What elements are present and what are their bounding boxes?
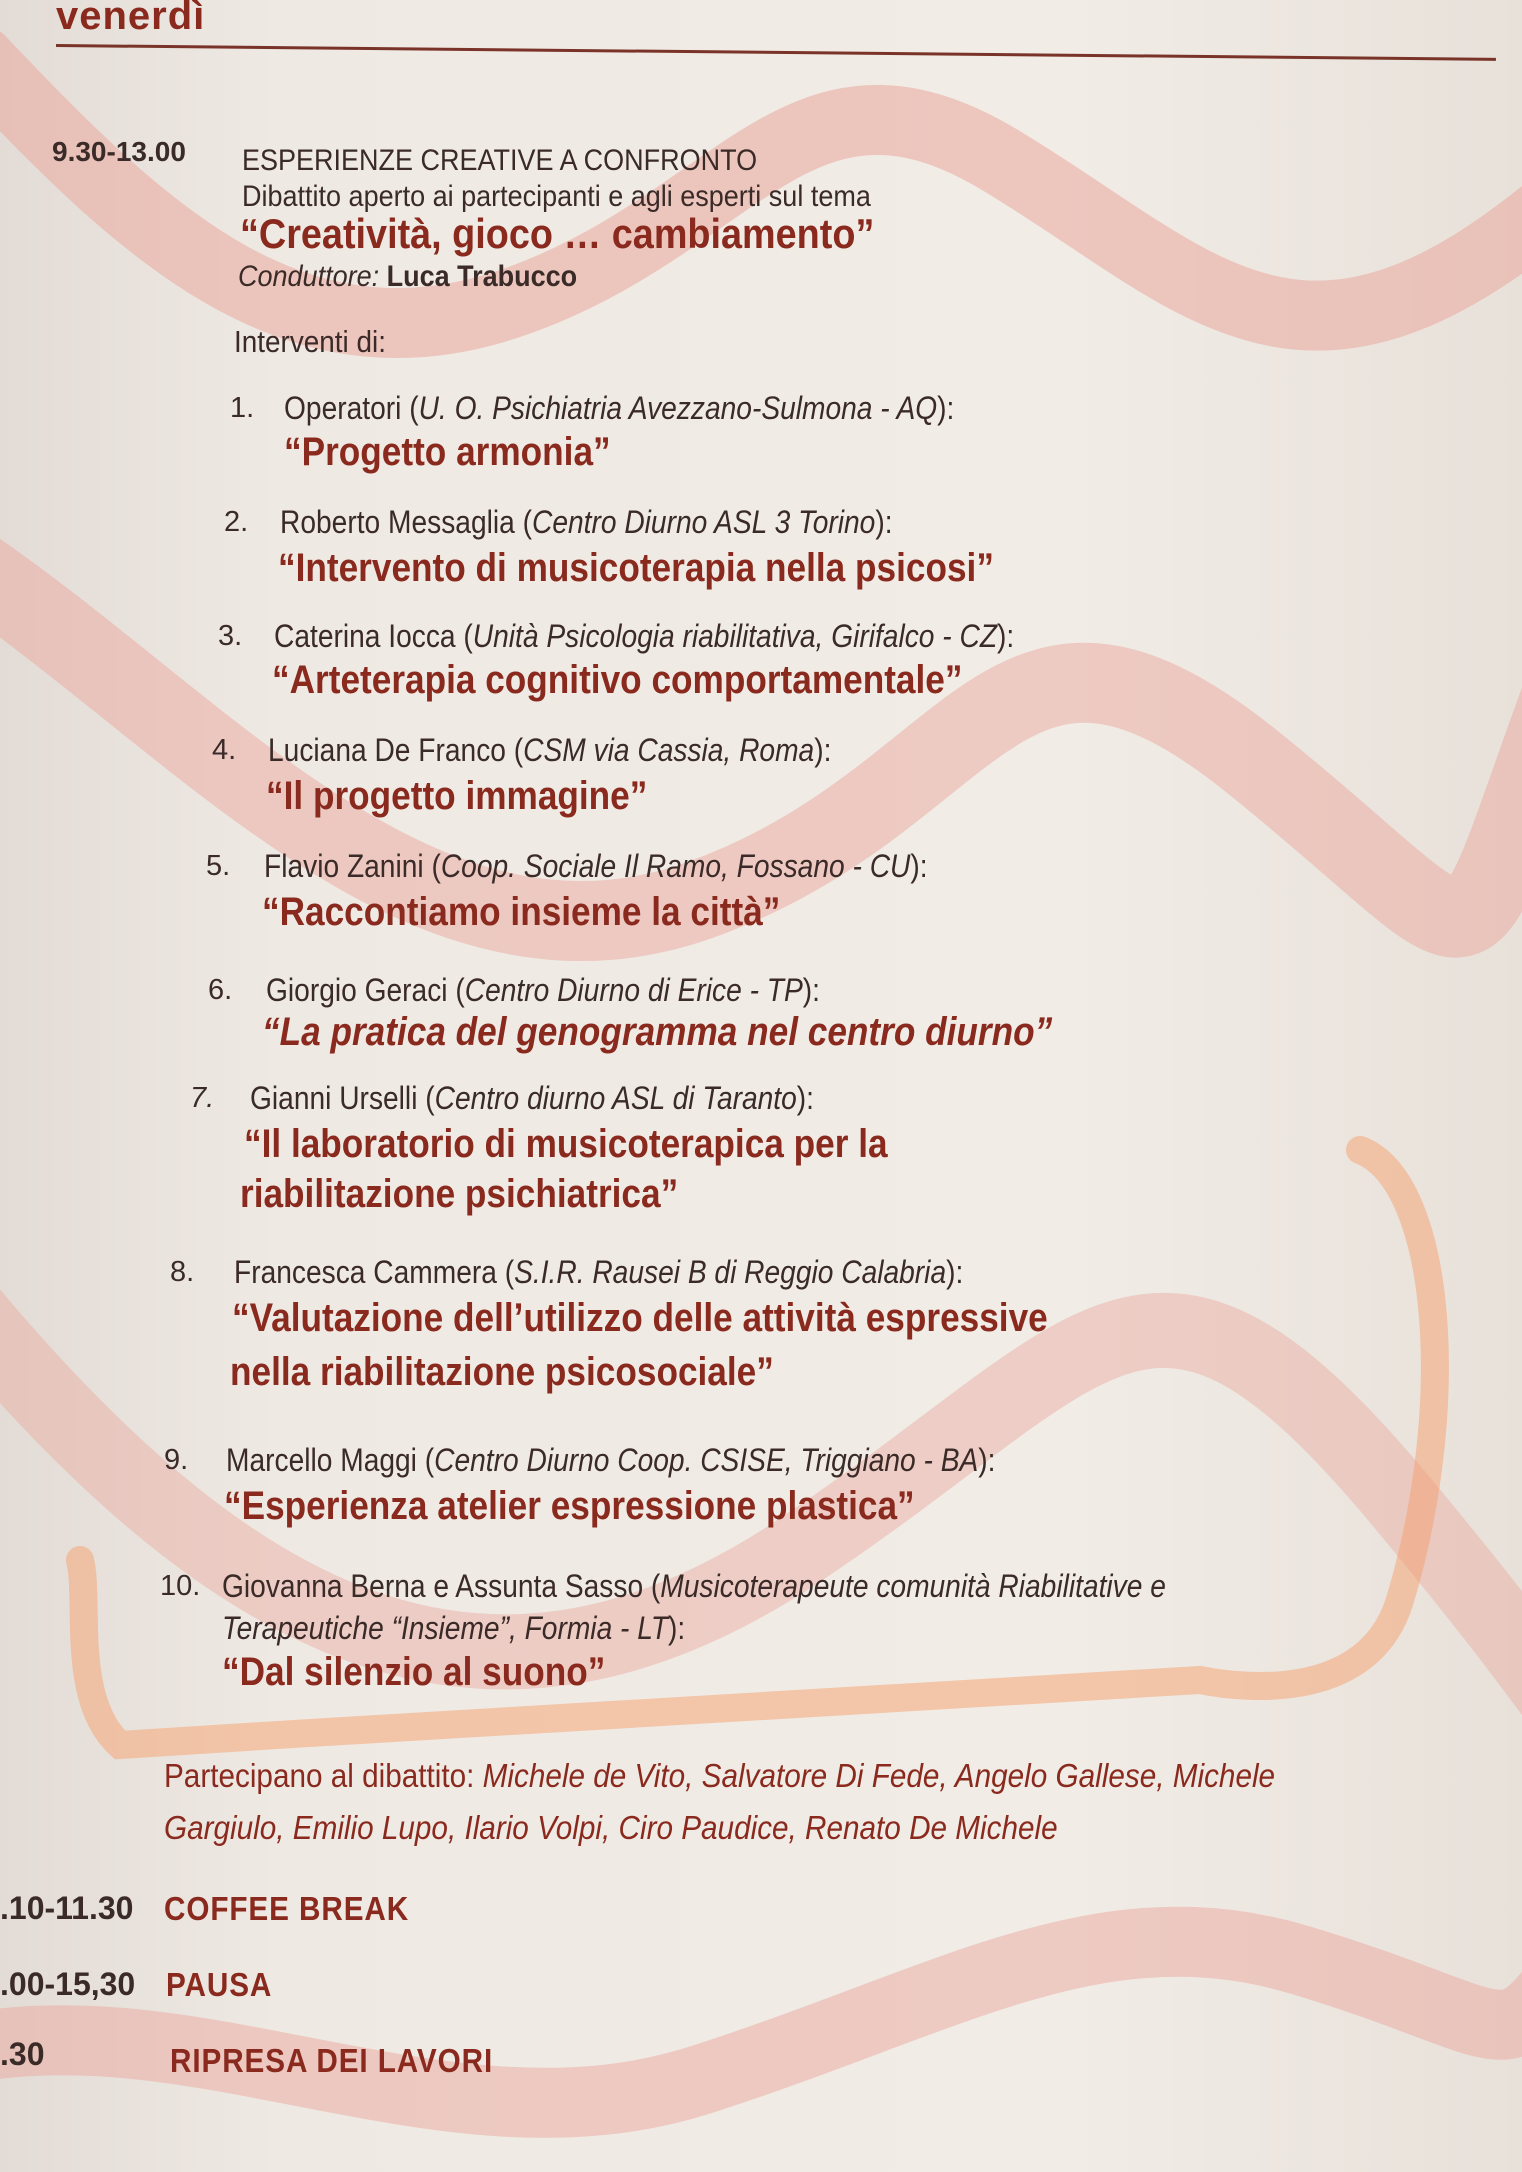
break-time: .30 [0, 2036, 45, 2072]
talk-title: “Progetto armonia” [284, 430, 611, 474]
session-heading: ESPERIENZE CREATIVE A CONFRONTO [242, 144, 758, 177]
talk-speaker: Gianni Urselli [250, 1080, 418, 1116]
talk-title: “Valutazione dell’utilizzo delle attività espressive [232, 1296, 1048, 1340]
talk-speaker-line: Francesca Cammera (S.I.R. Rausei B di Reggio Calabria): [234, 1254, 964, 1290]
talk-speaker-line: Roberto Messaglia (Centro Diurno ASL 3 Torino): [280, 504, 893, 540]
session-theme: “Creatività, gioco … cambiamento” [240, 210, 875, 257]
talk-title: “Il laboratorio di musicoterapica per la [244, 1122, 888, 1166]
break-label: COFFEE BREAK [164, 1890, 410, 1927]
day-heading: venerdì [56, 0, 206, 38]
talk-affiliation: U. O. Psichiatria Avezzano-Sulmona - AQ [418, 390, 938, 426]
talk-number: 9. [164, 1444, 189, 1476]
talk-speaker: Roberto Messaglia [280, 504, 515, 540]
break-label: RIPRESA DEI LAVORI [170, 2042, 494, 2079]
participants-label: Partecipano al dibattito: [164, 1757, 475, 1794]
talk-title: “La pratica del genogramma nel centro diurno” [262, 1010, 1053, 1054]
talk-title: “Intervento di musicoterapia nella psicosi” [278, 546, 994, 590]
talk-number: 5. [206, 850, 231, 882]
talk-number: 10. [160, 1570, 201, 1602]
talk-number: 3. [218, 620, 243, 652]
talk-speaker-line: Giorgio Geraci (Centro Diurno di Erice - TP): [266, 972, 820, 1008]
talk-speaker: Giovanna Berna e Assunta Sasso [222, 1568, 644, 1604]
moderator-name: Luca Trabucco [386, 260, 578, 293]
break-label: PAUSA [166, 1966, 273, 2003]
talk-number: 1. [230, 392, 255, 424]
talk-title: “Raccontiamo insieme la città” [262, 890, 781, 934]
talk-speaker: Operatori [284, 390, 402, 426]
talk-number: 4. [212, 734, 237, 766]
moderator-label: Conduttore: [238, 260, 380, 293]
talk-affiliation: Unità Psicologia riabilitativa, Girifalco - CZ [472, 618, 998, 654]
talk-speaker-line: Giovanna Berna e Assunta Sasso (Musicoterapeute comunità Riabilitative e [222, 1568, 1166, 1604]
talk-affiliation: Centro diurno ASL di Taranto [434, 1080, 797, 1116]
talk-affiliation-line: Terapeutiche “Insieme”, Formia - LT): [222, 1610, 686, 1646]
talk-speaker: Flavio Zanini [264, 848, 424, 884]
talk-number: 2. [224, 506, 249, 538]
heading-rule [56, 44, 1496, 61]
participants-block [164, 1750, 1361, 1854]
talk-affiliation-continued: Terapeutiche “Insieme”, Formia - LT [222, 1610, 669, 1646]
talk-number: 6. [208, 974, 233, 1006]
talk-affiliation: S.I.R. Rausei B di Reggio Calabria [514, 1254, 947, 1290]
participants-names: Michele de Vito, Salvatore Di Fede, Angelo Gallese, Michele Gargiulo, Emilio Lupo, Ilario Volpi, Ciro Paudice, Renato De Michele [164, 1757, 1276, 1846]
talk-speaker-line: Caterina Iocca (Unità Psicologia riabilitativa, Girifalco - CZ): [274, 618, 1015, 654]
talk-title-continued: nella riabilitazione psicosociale” [230, 1350, 774, 1394]
talk-number: 7. [190, 1082, 215, 1114]
talk-speaker-line: Marcello Maggi (Centro Diurno Coop. CSISE, Triggiano - BA): [226, 1442, 996, 1478]
talk-speaker-line: Luciana De Franco (CSM via Cassia, Roma): [268, 732, 832, 768]
talk-speaker-line: Flavio Zanini (Coop. Sociale Il Ramo, Fossano - CU): [264, 848, 928, 884]
talk-title: “Il progetto immagine” [266, 774, 648, 818]
interventions-label: Interventi di: [234, 324, 386, 359]
talk-speaker: Giorgio Geraci [266, 972, 448, 1008]
talk-title: “Arteterapia cognitivo comportamentale” [272, 658, 963, 702]
talk-speaker: Caterina Iocca [274, 618, 456, 654]
talk-affiliation: Centro Diurno Coop. CSISE, Triggiano - BA [434, 1442, 979, 1478]
talk-title: “Esperienza atelier espressione plastica” [224, 1484, 915, 1528]
talk-affiliation: Musicoterapeute comunità Riabilitative e [660, 1568, 1166, 1604]
session-time: 9.30-13.00 [52, 136, 186, 167]
talk-affiliation: CSM via Cassia, Roma [523, 732, 815, 768]
talk-speaker: Marcello Maggi [226, 1442, 417, 1478]
break-time: .10-11.30 [0, 1890, 134, 1926]
talk-title-continued: riabilitazione psichiatrica” [240, 1172, 679, 1216]
talk-affiliation: Coop. Sociale Il Ramo, Fossano - CU [440, 848, 911, 884]
talk-title: “Dal silenzio al suono” [222, 1650, 606, 1694]
talk-speaker: Francesca Cammera [234, 1254, 497, 1290]
talk-speaker-line: Operatori (U. O. Psichiatria Avezzano-Sulmona - AQ): [284, 390, 955, 426]
talk-affiliation: Centro Diurno di Erice - TP [464, 972, 803, 1008]
talk-speaker-line: Gianni Urselli (Centro diurno ASL di Taranto): [250, 1080, 814, 1116]
talk-speaker: Luciana De Franco [268, 732, 506, 768]
moderator-line [238, 260, 577, 294]
break-time: .00-15,30 [0, 1966, 136, 2002]
session-intro: Dibattito aperto ai partecipanti e agli esperti sul tema [242, 180, 871, 213]
talk-number: 8. [170, 1256, 195, 1288]
talk-affiliation: Centro Diurno ASL 3 Torino [531, 504, 876, 540]
